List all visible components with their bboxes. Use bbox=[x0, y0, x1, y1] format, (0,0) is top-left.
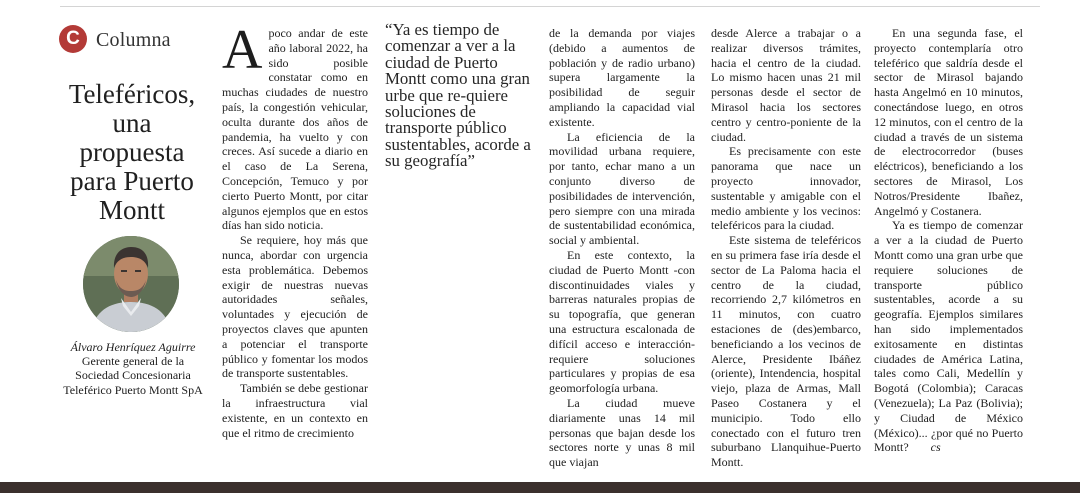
author-role: Sociedad Concesionaria bbox=[75, 368, 191, 383]
article-column-5 bbox=[874, 26, 1023, 455]
top-rule bbox=[60, 6, 1040, 7]
pull-quote: “Ya es tiempo de comenzar a ver a la ciudad de Puerto Montt como una gran urbe que re-quiere soluciones de transporte público sustentables, acorde a su geografía” bbox=[385, 20, 531, 171]
paragraph: Este sistema de teleféricos en su primera fase iría desde el sector de La Paloma hacia el centro de la ciudad, recorriendo 2,7 kilómetros en 11 minutos, con cuatro estaciones de (des)embarco, beneficiando a los vecinos de Alerce, Presidente Ibáñez (oriente), Intendencia, hospital viejo, plaza de Armas, Mall Paseo Costanera y el municipio. Todo ello conectado con el futuro tren suburbano Llanquihue-Puerto Montt. bbox=[711, 233, 861, 470]
author-portrait bbox=[83, 236, 179, 332]
headline-line: Montt bbox=[98, 195, 165, 225]
paragraph: desde Alerce a trabajar o a realizar diversos trámites, hacia el centro de la ciudad. Lo mismo hacen unas 21 mil personas desde el sector de Mirasol hacia los sectores centro y centro-poniente de la ciudad. bbox=[711, 26, 861, 144]
headline-line: una bbox=[112, 108, 152, 138]
author-role: Teleférico Puerto Montt SpA bbox=[63, 382, 203, 397]
author-portrait-illustration bbox=[83, 236, 179, 332]
article-column-3 bbox=[549, 26, 695, 470]
author-role: Gerente general de la bbox=[81, 354, 185, 369]
article-column-4 bbox=[711, 26, 861, 470]
headline bbox=[62, 80, 202, 225]
paragraph: de la demanda por viajes (debido a aumentos de población y de radio urbano) supera largamente la posibilidad de seguir ampliando la capacidad vial existente. bbox=[549, 26, 695, 129]
author-name: Álvaro Henríquez Aguirre bbox=[70, 340, 196, 354]
paragraph: La eficiencia de la movilidad urbana requiere, por tanto, echar mano a un conjunto diverso de posibilidades de intervención, pero siempre con una mirada de sustentabilidad económica, social y ambiental. bbox=[549, 129, 695, 248]
paragraph: La ciudad mueve diariamente unas 14 mil personas que bajan desde los sectores norte y unas 8 mil que viajan bbox=[549, 395, 695, 470]
headline-line: para Puerto bbox=[70, 166, 194, 196]
headline-line: propuesta bbox=[79, 137, 185, 167]
drop-cap: A bbox=[222, 19, 263, 81]
paragraph: En una segunda fase, el proyecto contemplaría otro teleférico que saldría desde el sector de Mirasol bajando hasta Angelmó en 10 minutos, conectándose luego, en otros 12 minutos, con el centro de la ciudad a través de un sistema de electrocorredor (buses eléctricos), beneficiando a los sectores de Mirasol, Los Notros/Presidente Ibañez, Angelmó y Costanera. bbox=[874, 26, 1023, 218]
paragraph: poco andar de este año laboral 2022, ha sido posible constatar como en muchas ciudades de nuestro país, la congestión vehicular, oculta durante dos años de pandemia, ha vuelto y con creces. Así sucede a diario en el caso de La Serena, Concepción, Temuco y por cierto Puerto Montt, por citar algunos ejemplos que en estos días han sido noticia. bbox=[222, 26, 368, 233]
paragraph: En este contexto, la ciudad de Puerto Montt -con discontinuidades viales y barreras naturales propias de su topografía, que generan una estructura escalonada de difícil acceso e interacción- requiere soluciones particulares y propias de esa geomorfología urbana. bbox=[549, 247, 695, 396]
paragraph bbox=[874, 218, 1023, 455]
author-credit bbox=[52, 340, 214, 397]
paragraph: Es precisamente con este panorama que nace un proyecto innovador, sustentable y amigable con el medio ambiente y los vecinos: teleféricos para la ciudad. bbox=[711, 144, 861, 233]
section-badge-icon: C bbox=[59, 25, 87, 53]
paragraph: Se requiere, hoy más que nunca, abordar con urgencia esta problemática. Debemos exigir de nuestras nuevas autoridades señales, voluntades y ejecución de proyectos claves que apunten a potenciar el transporte público y fomentar los modos de transporte sustentables. bbox=[222, 233, 368, 381]
bottom-bar bbox=[0, 482, 1080, 493]
paragraph: También se debe gestionar la infraestructura vial existente, en un contexto en que el ritmo de crecimiento bbox=[222, 381, 368, 440]
headline-line: Teleféricos, bbox=[68, 79, 196, 109]
end-mark-icon: cs bbox=[930, 440, 941, 455]
section-label: Columna bbox=[96, 29, 171, 51]
paragraph-text: Ya es tiempo de comenzar a ver a la ciudad de Puerto Montt como una gran urbe que requiere soluciones de transporte público sustentables, acorde a su geografía. Ejemplos similares han sido implementados exitosamente en distintas ciudades de América Latina, tales como Cali, Medellín y Bogotá (Colombia); Caracas (Venezuela); La Paz (Bolivia); y Ciudad de México (México)... ¿por qué no Puerto Montt? bbox=[874, 218, 1023, 455]
article-column-1 bbox=[222, 19, 368, 440]
